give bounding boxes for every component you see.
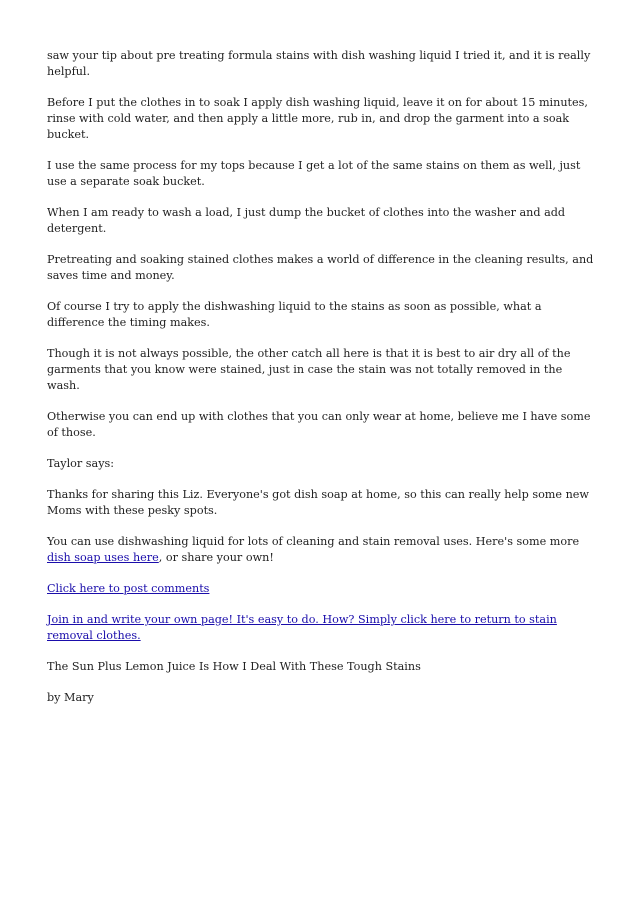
dish-soap-uses-link[interactable]: dish soap uses here [47,551,159,564]
paragraph: I use the same process for my tops because I get a lot of the same stains on them as well, just use a separate soak bucket. [47,159,581,188]
paragraph: Though it is not always possible, the other catch all here is that it is best to air dry all of the garments that you know were stained, just in case the stain was not totally removed in the wash. [47,347,571,392]
reply-text-before: You can use dishwashing liquid for lots of cleaning and stain removal uses. Here's some more [47,535,580,548]
paragraph: When I am ready to wash a load, I just dump the bucket of clothes into the washer and add detergent. [47,206,566,235]
post-comments-paragraph [47,581,595,597]
join-in-link[interactable]: Join in and write your own page! It's easy to do. How? Simply click here to return to stain removal clothes. [47,613,557,642]
paragraph: Pretreating and soaking stained clothes makes a world of difference in the cleaning results, and saves time and money. [47,253,594,282]
reply-paragraph-with-link [47,534,595,566]
next-story-byline: by Mary [47,691,94,704]
paragraph: saw your tip about pre treating formula stains with dish washing liquid I tried it, and it is really helpful. [47,49,591,78]
document-body [47,48,595,721]
join-paragraph [47,612,595,644]
reply-author: Taylor says: [47,457,115,470]
paragraph: Otherwise you can end up with clothes that you can only wear at home, believe me I have some of those. [47,410,591,439]
next-story-title: The Sun Plus Lemon Juice Is How I Deal With These Tough Stains [47,660,421,673]
paragraph: Before I put the clothes in to soak I apply dish washing liquid, leave it on for about 15 minutes, rinse with cold water, and then apply a little more, rub in, and drop the garment into a soak bucket. [47,96,588,141]
reply-paragraph: Thanks for sharing this Liz. Everyone's got dish soap at home, so this can really help some new Moms with these pesky spots. [47,488,589,517]
reply-text-after: , or share your own! [158,551,274,564]
paragraph: Of course I try to apply the dishwashing liquid to the stains as soon as possible, what a difference the timing makes. [47,300,542,329]
post-comments-link[interactable]: Click here to post comments [47,582,210,595]
